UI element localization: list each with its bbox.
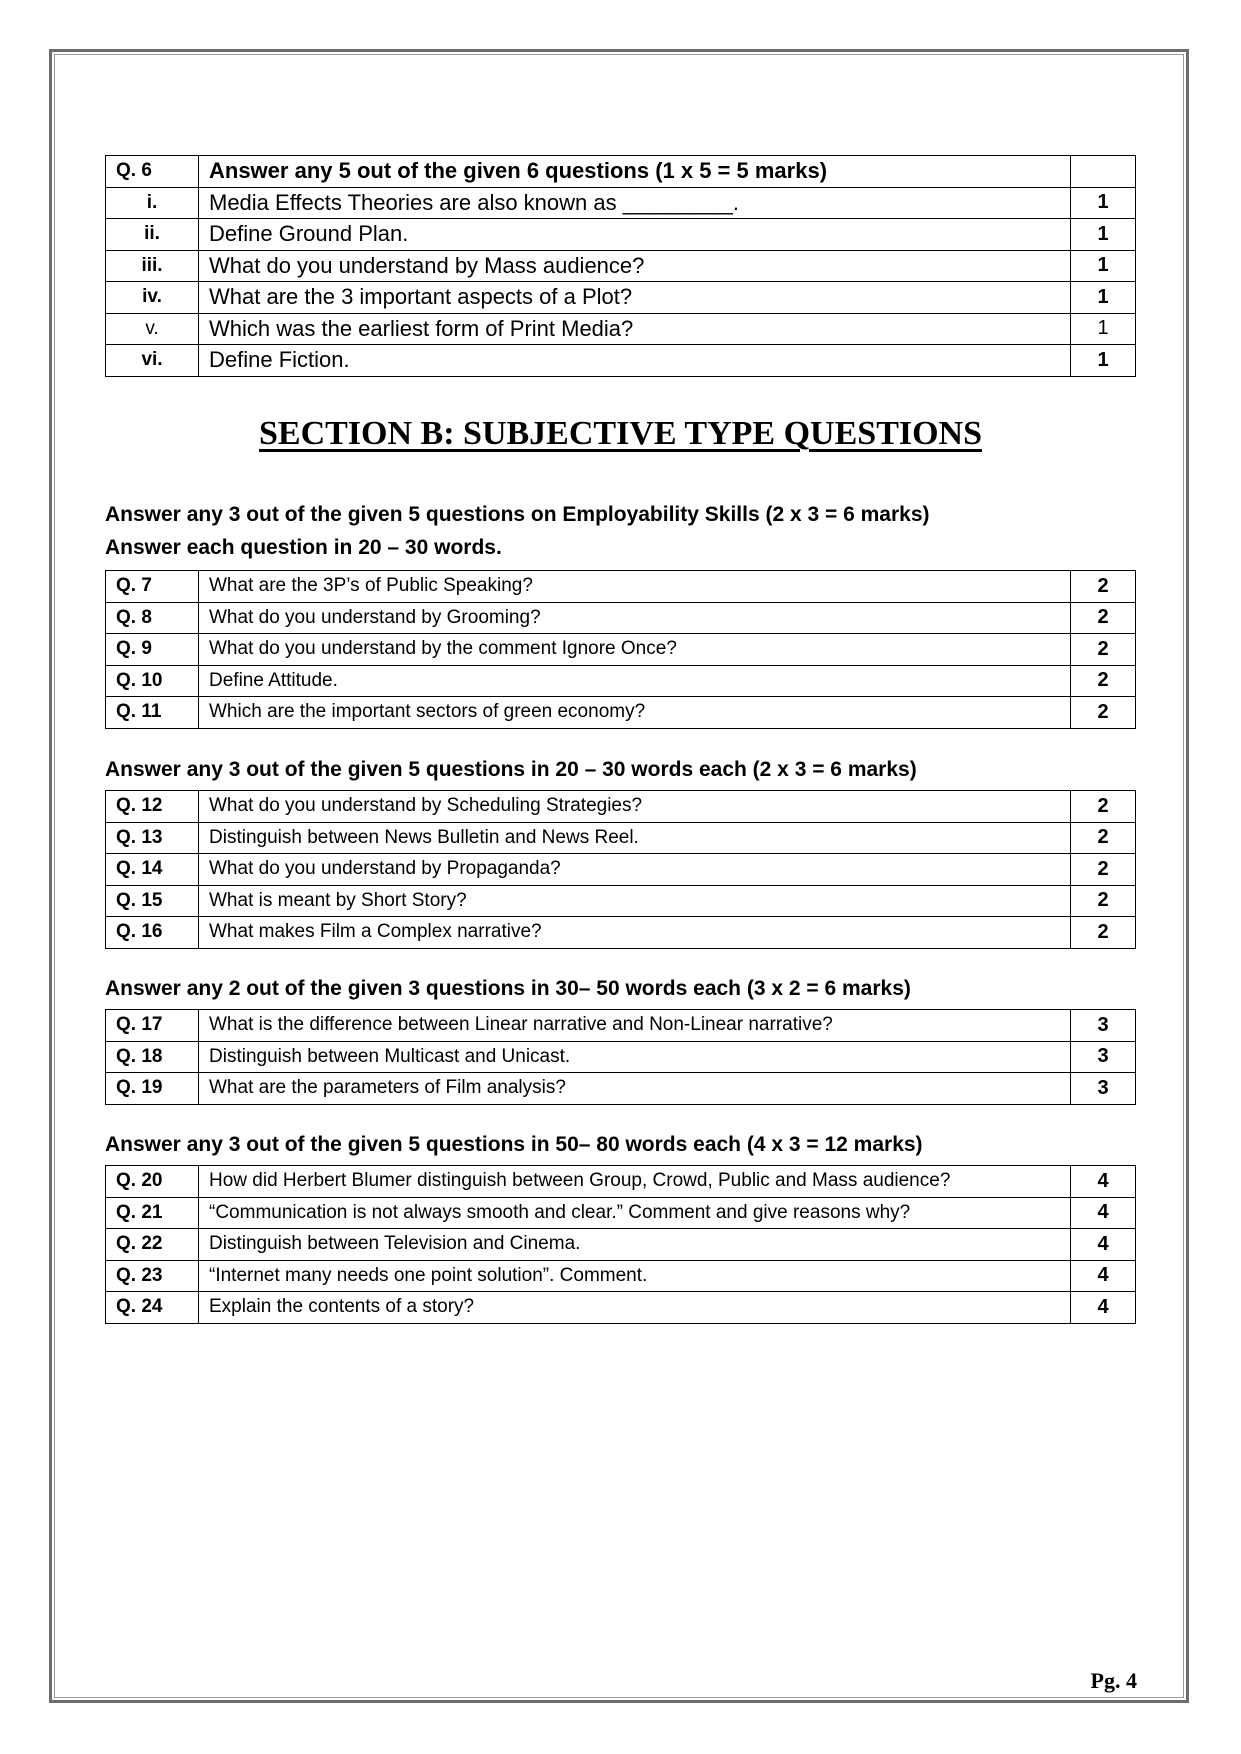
marks-cell: 2 xyxy=(1071,791,1136,823)
question-text: Define Attitude. xyxy=(199,665,1071,697)
table-row xyxy=(106,1197,1136,1229)
question-text: What makes Film a Complex narrative? xyxy=(199,917,1071,949)
table-row xyxy=(106,282,1136,314)
sub-question-text: Media Effects Theories are also known as _________. xyxy=(199,187,1071,219)
question-text: What do you understand by Scheduling Strategies? xyxy=(199,791,1071,823)
table-row xyxy=(106,1010,1136,1042)
marks-cell: 1 xyxy=(1071,313,1136,345)
marks-cell: 1 xyxy=(1071,250,1136,282)
table-row xyxy=(106,1292,1136,1324)
questions-table-group-2 xyxy=(105,790,1136,949)
question-number: Q. 12 xyxy=(106,791,199,823)
marks-cell: 3 xyxy=(1071,1073,1136,1105)
sub-question-number: vi. xyxy=(106,345,199,377)
section-b-title: SECTION B: SUBJECTIVE TYPE QUESTIONS xyxy=(258,415,983,452)
question-number: Q. 13 xyxy=(106,822,199,854)
marks-cell: 2 xyxy=(1071,634,1136,666)
question-text: “Internet many needs one point solution”. Comment. xyxy=(199,1260,1071,1292)
question-number: Q. 18 xyxy=(106,1041,199,1073)
marks-cell: 2 xyxy=(1071,602,1136,634)
table-row xyxy=(106,1041,1136,1073)
marks-cell: 2 xyxy=(1071,854,1136,886)
question-number: Q. 10 xyxy=(106,665,199,697)
question-text: What do you understand by the comment Ignore Once? xyxy=(199,634,1071,666)
sub-question-number: ii. xyxy=(106,219,199,251)
question-number: Q. 7 xyxy=(106,571,199,603)
question-text: Distinguish between Multicast and Unicast. xyxy=(199,1041,1071,1073)
marks-cell: 2 xyxy=(1071,571,1136,603)
marks-cell: 2 xyxy=(1071,665,1136,697)
marks-cell: 2 xyxy=(1071,822,1136,854)
table-row xyxy=(106,1166,1136,1198)
question-text: “Communication is not always smooth and clear.” Comment and give reasons why? xyxy=(199,1197,1071,1229)
table-row xyxy=(106,697,1136,729)
group-instruction: Answer any 3 out of the given 5 questions in 50– 80 words each (4 x 3 = 12 marks) xyxy=(105,1133,923,1156)
table-row xyxy=(106,1229,1136,1261)
question-number: Q. 22 xyxy=(106,1229,199,1261)
marks-cell: 1 xyxy=(1071,345,1136,377)
marks-cell: 2 xyxy=(1071,697,1136,729)
sub-question-text: What do you understand by Mass audience? xyxy=(199,250,1071,282)
table-row xyxy=(106,156,1136,188)
table-row xyxy=(106,822,1136,854)
marks-cell: 3 xyxy=(1071,1041,1136,1073)
group-instruction: Answer any 3 out of the given 5 questions in 20 – 30 words each (2 x 3 = 6 marks) xyxy=(105,758,917,781)
question-text: What is the difference between Linear narrative and Non-Linear narrative? xyxy=(199,1010,1071,1042)
table-row xyxy=(106,602,1136,634)
sub-question-number: i. xyxy=(106,187,199,219)
table-row xyxy=(106,1073,1136,1105)
marks-cell: 4 xyxy=(1071,1292,1136,1324)
question-text: Which are the important sectors of green economy? xyxy=(199,697,1071,729)
question-text: Distinguish between News Bulletin and News Reel. xyxy=(199,822,1071,854)
group-instruction-2: Answer each question in 20 – 30 words. xyxy=(105,536,502,559)
question-number: Q. 6 xyxy=(106,156,199,188)
table-row xyxy=(106,634,1136,666)
question-number: Q. 14 xyxy=(106,854,199,886)
question-number: Q. 16 xyxy=(106,917,199,949)
marks-cell: 1 xyxy=(1071,219,1136,251)
question-text: What are the 3P’s of Public Speaking? xyxy=(199,571,1071,603)
marks-cell: 4 xyxy=(1071,1166,1136,1198)
table-row xyxy=(106,345,1136,377)
question-text: What are the parameters of Film analysis? xyxy=(199,1073,1071,1105)
table-row xyxy=(106,917,1136,949)
table-row xyxy=(106,885,1136,917)
question-number: Q. 19 xyxy=(106,1073,199,1105)
marks-cell: 1 xyxy=(1071,187,1136,219)
question-number: Q. 24 xyxy=(106,1292,199,1324)
table-row xyxy=(106,313,1136,345)
table-row xyxy=(106,219,1136,251)
table-row xyxy=(106,854,1136,886)
table-row xyxy=(106,187,1136,219)
marks-cell: 4 xyxy=(1071,1260,1136,1292)
table-row xyxy=(106,1260,1136,1292)
question-text: How did Herbert Blumer distinguish between Group, Crowd, Public and Mass audience? xyxy=(199,1166,1071,1198)
question-number: Q. 21 xyxy=(106,1197,199,1229)
question-text: What do you understand by Propaganda? xyxy=(199,854,1071,886)
question-number: Q. 20 xyxy=(106,1166,199,1198)
group-instruction: Answer any 2 out of the given 3 questions in 30– 50 words each (3 x 2 = 6 marks) xyxy=(105,977,911,1000)
marks-cell: 2 xyxy=(1071,885,1136,917)
q6-instruction: Answer any 5 out of the given 6 questions (1 x 5 = 5 marks) xyxy=(199,156,1071,188)
sub-question-text: Define Ground Plan. xyxy=(199,219,1071,251)
marks-cell: 1 xyxy=(1071,282,1136,314)
sub-question-number: v. xyxy=(106,313,199,345)
sub-question-text: Which was the earliest form of Print Media? xyxy=(199,313,1071,345)
table-row xyxy=(106,791,1136,823)
question-number: Q. 9 xyxy=(106,634,199,666)
marks-cell: 3 xyxy=(1071,1010,1136,1042)
question-number: Q. 11 xyxy=(106,697,199,729)
group-instruction: Answer any 3 out of the given 5 questions on Employability Skills (2 x 3 = 6 marks) xyxy=(105,503,930,526)
question-text: What is meant by Short Story? xyxy=(199,885,1071,917)
marks-cell xyxy=(1071,156,1136,188)
sub-question-number: iii. xyxy=(106,250,199,282)
q6-table xyxy=(105,155,1136,377)
marks-cell: 4 xyxy=(1071,1197,1136,1229)
sub-question-text: What are the 3 important aspects of a Plot? xyxy=(199,282,1071,314)
marks-cell: 2 xyxy=(1071,917,1136,949)
question-text: Distinguish between Television and Cinema. xyxy=(199,1229,1071,1261)
question-text: What do you understand by Grooming? xyxy=(199,602,1071,634)
marks-cell: 4 xyxy=(1071,1229,1136,1261)
question-text: Explain the contents of a story? xyxy=(199,1292,1071,1324)
question-number: Q. 23 xyxy=(106,1260,199,1292)
table-row xyxy=(106,250,1136,282)
sub-question-number: iv. xyxy=(106,282,199,314)
question-number: Q. 15 xyxy=(106,885,199,917)
questions-table-group-4 xyxy=(105,1165,1136,1324)
questions-table-employability xyxy=(105,570,1136,729)
table-row xyxy=(106,665,1136,697)
questions-table-group-3 xyxy=(105,1009,1136,1105)
table-row xyxy=(106,571,1136,603)
sub-question-text: Define Fiction. xyxy=(199,345,1071,377)
page-number: Pg. 4 xyxy=(1090,1668,1137,1693)
question-number: Q. 17 xyxy=(106,1010,199,1042)
question-number: Q. 8 xyxy=(106,602,199,634)
